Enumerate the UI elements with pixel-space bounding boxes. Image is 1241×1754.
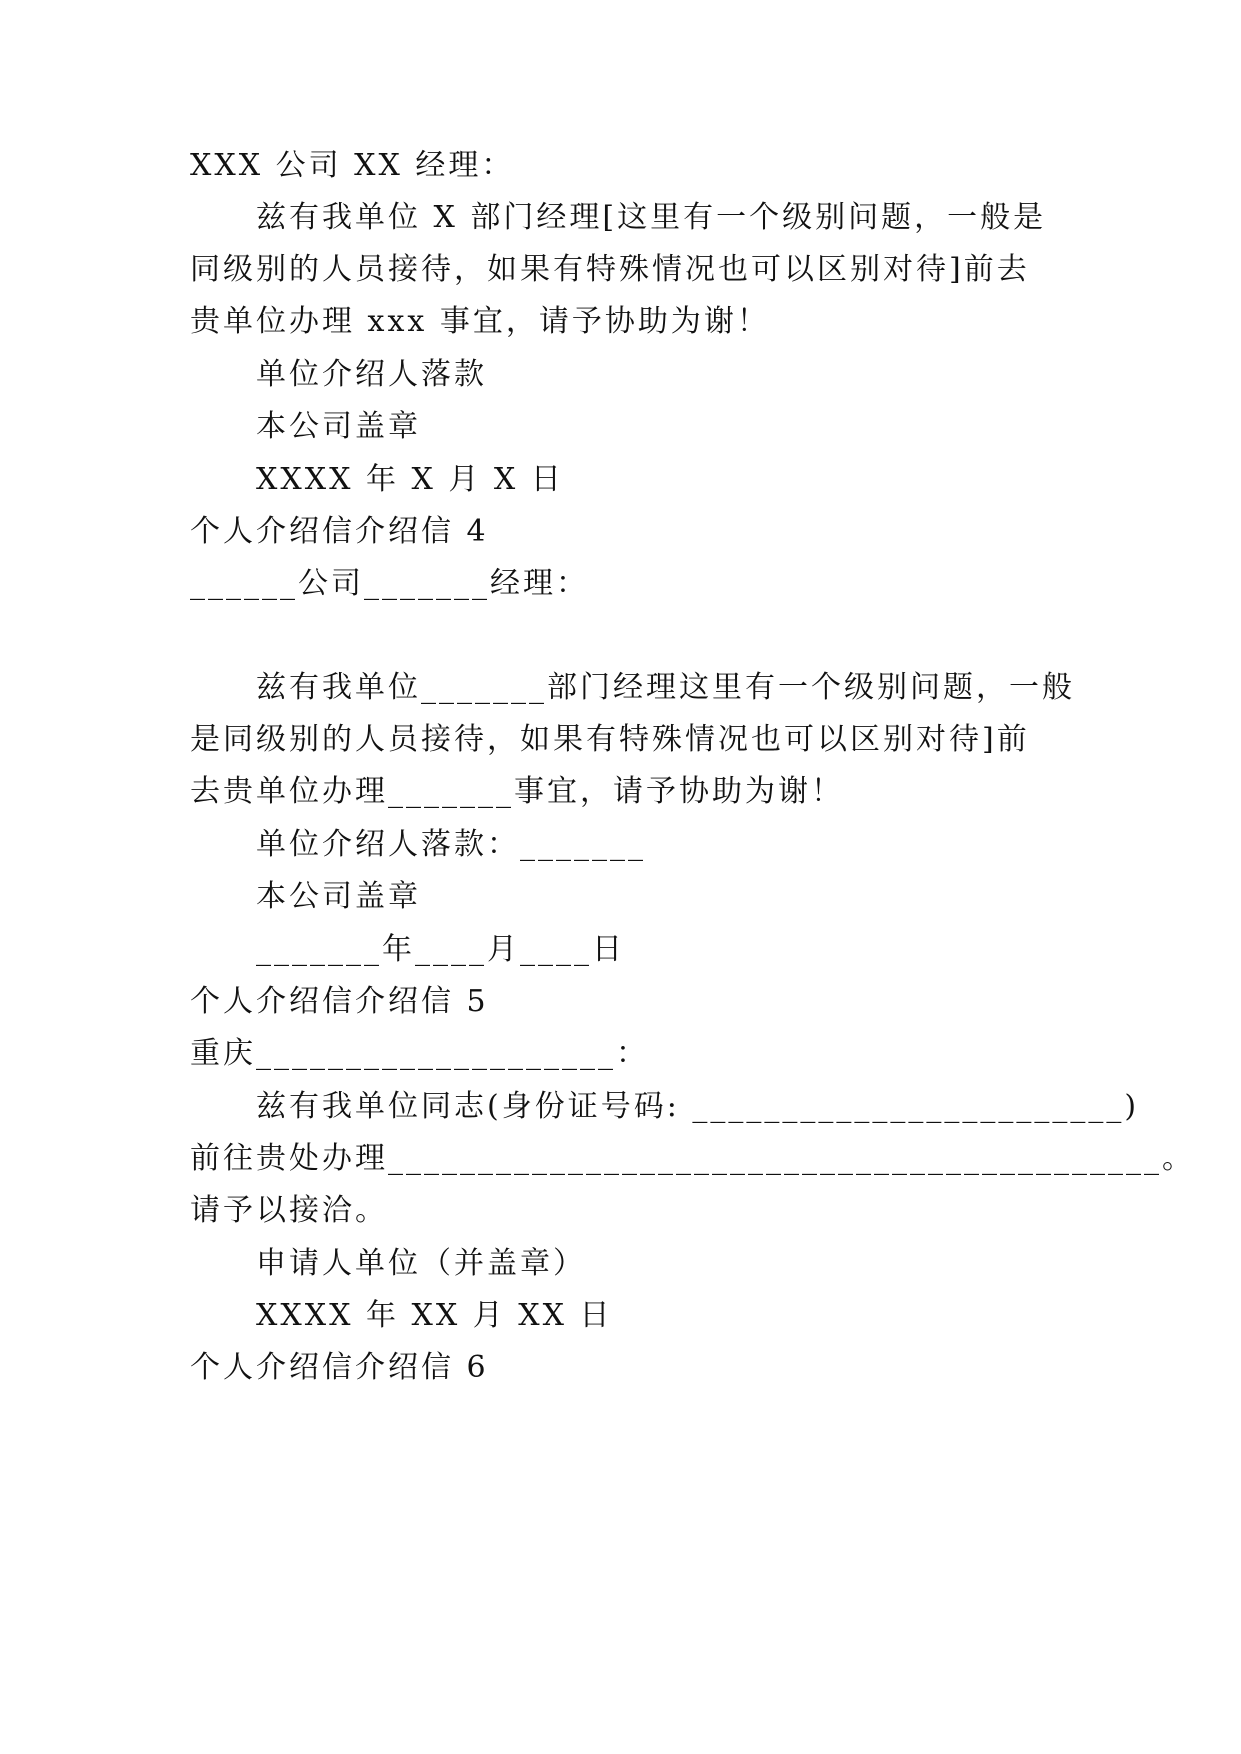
letter5-body-line-1: 兹有我单位同志(身份证号码: ________________________) — [256, 1089, 1140, 1124]
letter3-seal: 本公司盖章 — [256, 409, 421, 444]
letter3-body-line-1: 兹有我单位 X 部门经理[这里有一个级别问题，一般是 — [256, 200, 1047, 235]
letter4-body-line-1: 兹有我单位_______部门经理这里有一个级别问题，一般 — [256, 670, 1075, 705]
letter3-body-line-2: 同级别的人员接待，如果有特殊情况也可以区别对待]前去 — [190, 252, 1030, 287]
letter5-heading: 个人介绍信介绍信 5 — [190, 984, 489, 1019]
letter3-date: XXXX 年 X 月 X 日 — [256, 462, 564, 497]
letter3-signature: 单位介绍人落款 — [256, 357, 487, 392]
letter5-applicant: 申请人单位（并盖章） — [256, 1246, 586, 1281]
letter4-body-line-3: 去贵单位办理_______事宜，请予协助为谢！ — [190, 774, 844, 809]
letter5-date: XXXX 年 XX 月 XX 日 — [256, 1298, 613, 1333]
letter3-body-line-3: 贵单位办理 xxx 事宜，请予协助为谢！ — [190, 304, 770, 339]
letter5-body-line-2: 前往贵处办理___________________________________________。 — [190, 1141, 1195, 1176]
letter5-salutation: 重庆____________________： — [190, 1036, 649, 1071]
letter4-signature: 单位介绍人落款：_______ — [256, 827, 646, 862]
letter6-heading: 个人介绍信介绍信 6 — [190, 1350, 489, 1385]
letter4-date: _______年____月____日 — [256, 932, 625, 967]
letter4-salutation: ______公司_______经理： — [190, 566, 589, 601]
letter4-heading: 个人介绍信介绍信 4 — [190, 514, 489, 549]
letter4-body-line-2: 是同级别的人员接待，如果有特殊情况也可以区别对待]前 — [190, 722, 1030, 757]
letter4-seal: 本公司盖章 — [256, 879, 421, 914]
letter5-body-line-3: 请予以接洽。 — [190, 1193, 388, 1228]
letter3-salutation: XXX 公司 XX 经理： — [190, 148, 515, 183]
